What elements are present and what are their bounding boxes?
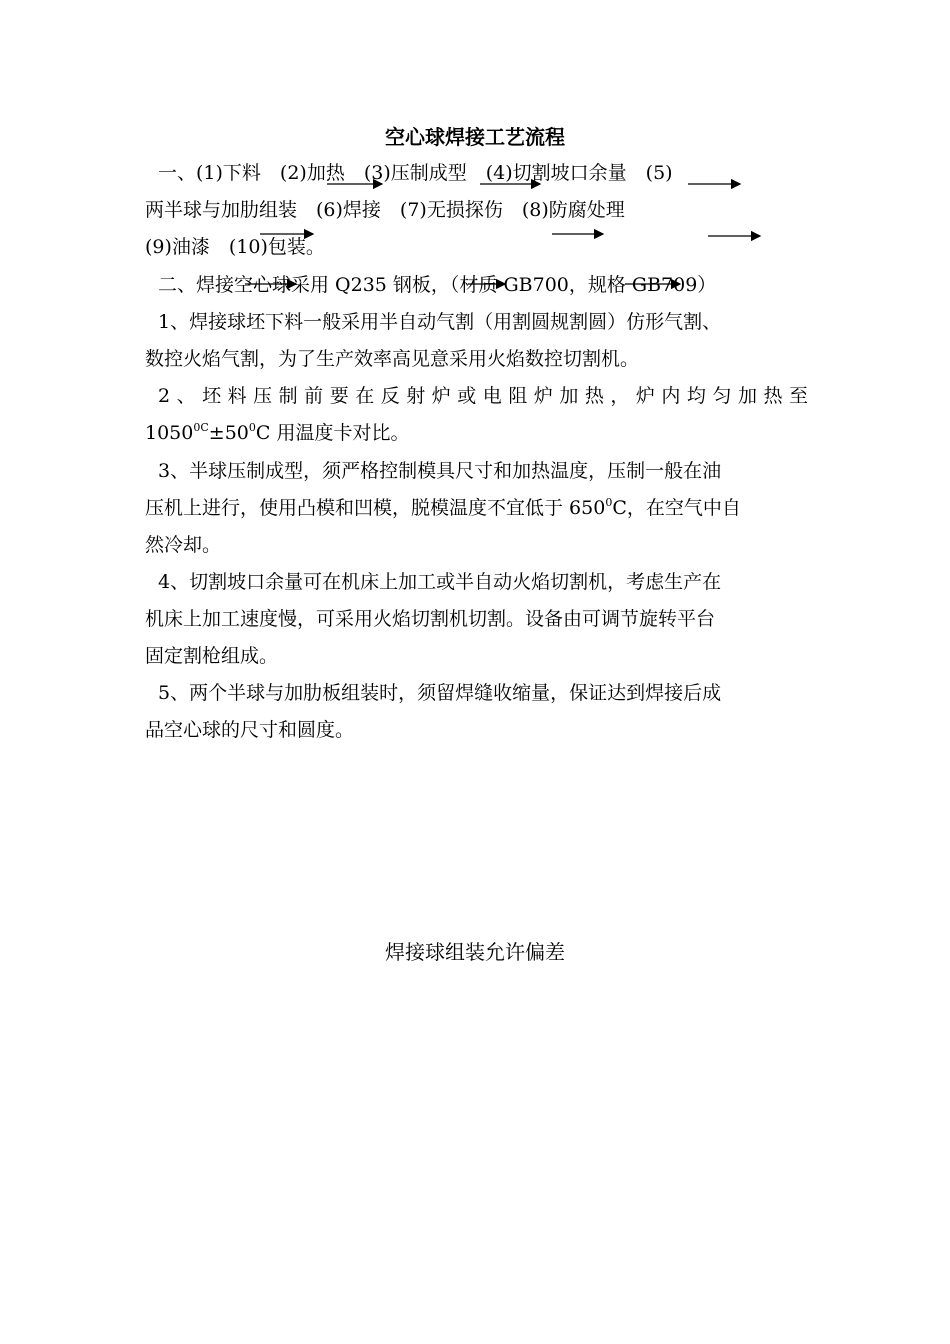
item-5-line-2: 品空心球的尺寸和圆度。 [145, 719, 355, 741]
demold-temp-superscript: 0 [605, 496, 613, 509]
item-1-line-2: 数控火焰气割，为了生产效率高见意采用火焰数控切割机。 [145, 348, 640, 370]
process-steps-line-1: 一、(1)下料 (2)加热 (3)压制成型 (4)切割坡口余量 (5) [158, 162, 673, 184]
item-3-line-2 [145, 494, 807, 522]
section-subtitle: 焊接球组装允许偏差 [385, 940, 565, 964]
process-steps-line-2: 两半球与加肋组装 (6)焊接 (7)无损探伤 (8)防腐处理 [145, 199, 625, 221]
item-1-line-1: 1、焊接球坯下料一般采用半自动气割（用割圆规割圆）仿形气割、 [158, 311, 722, 333]
item-2-line-2 [145, 419, 807, 447]
process-steps-line-3: (9)油漆 (10)包装。 [145, 236, 325, 258]
temp-tolerance: ±50 [208, 422, 249, 444]
item-4-line-2: 机床上加工速度慢，可采用火焰切割机切割。设备由可调节旋转平台 [145, 608, 716, 630]
temp-card-text: C 用温度卡对比。 [255, 422, 410, 444]
item-2-line-1: 2、坯料压制前要在反射炉或电阻炉加热，炉内均匀加热至 [158, 385, 808, 407]
item-4-line-1: 4、切割坡口余量可在机床上加工或半自动火焰切割机，考虑生产在 [158, 571, 722, 593]
tolerance-superscript: 0 [248, 421, 256, 434]
temp-superscript: 0C [193, 421, 209, 434]
item-3-line-2-text: 压机上进行，使用凸模和凹模，脱模温度不宜低于 650 [145, 497, 606, 519]
item-5-line-1: 5、两个半球与加肋板组装时，须留焊缝收缩量，保证达到焊接后成 [158, 682, 722, 704]
material-statement: 二、焊接空心球采用 Q235 钢板，（材质 GB700，规格 GB709） [158, 274, 717, 296]
item-3-line-3: 然冷却。 [145, 534, 222, 556]
item-4-line-3: 固定割枪组成。 [145, 645, 279, 667]
item-3-line-1: 3、半球压制成型，须严格控制模具尺寸和加热温度，压制一般在油 [158, 460, 722, 482]
item-3-line-2-tail: C，在空气中自 [612, 497, 741, 519]
page-title: 空心球焊接工艺流程 [385, 125, 565, 149]
temp-value: 1050 [145, 422, 194, 444]
